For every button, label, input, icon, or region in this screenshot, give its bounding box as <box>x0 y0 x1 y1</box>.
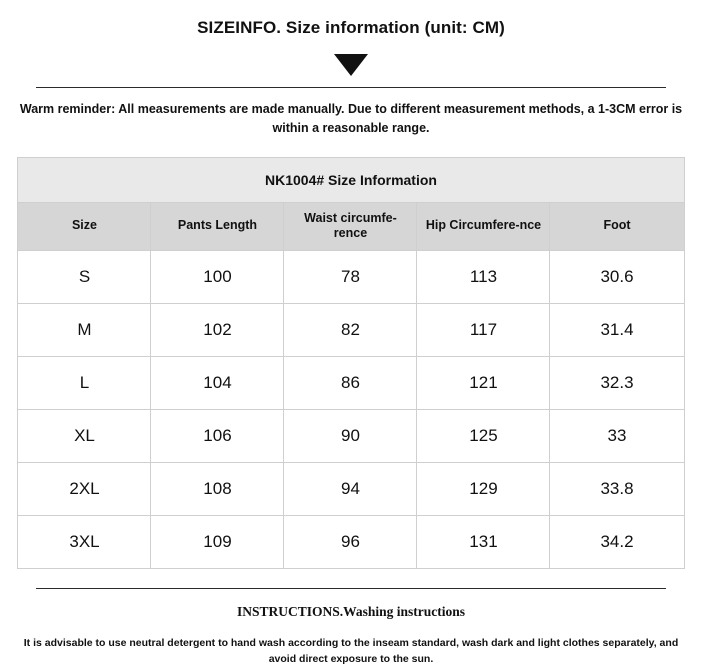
table-row <box>18 250 684 303</box>
cell-size: 2XL <box>18 462 151 515</box>
cell-hip: 129 <box>417 462 550 515</box>
cell-foot: 30.6 <box>550 250 684 303</box>
table-row <box>18 515 684 568</box>
cell-waist: 82 <box>284 303 417 356</box>
cell-pants-length: 102 <box>151 303 284 356</box>
cell-waist: 78 <box>284 250 417 303</box>
table-caption: NK1004# Size Information <box>18 157 684 202</box>
cell-hip: 117 <box>417 303 550 356</box>
page-title: SIZEINFO. Size information (unit: CM) <box>197 18 505 37</box>
size-table <box>17 157 684 569</box>
cell-pants-length: 104 <box>151 356 284 409</box>
column-header-pants-length: Pants Length <box>151 202 284 250</box>
column-header-size: Size <box>18 202 151 250</box>
cell-hip: 125 <box>417 409 550 462</box>
table-header-row <box>18 202 684 250</box>
cell-foot: 34.2 <box>550 515 684 568</box>
cell-foot: 33 <box>550 409 684 462</box>
cell-waist: 94 <box>284 462 417 515</box>
cell-pants-length: 100 <box>151 250 284 303</box>
table-row <box>18 303 684 356</box>
column-header-waist: Waist circumfe-rence <box>284 202 417 250</box>
table-row <box>18 356 684 409</box>
washing-note-text: It is advisable to use neutral detergent to hand wash according to the inseam standard, wash dark and light clothes separately, and avoid direct exposure to the sun. <box>23 636 679 665</box>
cell-waist: 96 <box>284 515 417 568</box>
warm-reminder-text: Warm reminder: All measurements are made manually. Due to different measurement methods, a 1-3CM error is within a reasonable range. <box>19 102 683 136</box>
cell-waist: 86 <box>284 356 417 409</box>
cell-size: S <box>18 250 151 303</box>
triangle-down-icon <box>334 54 368 76</box>
table-row <box>18 462 684 515</box>
cell-hip: 131 <box>417 515 550 568</box>
bottom-divider <box>36 588 666 589</box>
cell-hip: 113 <box>417 250 550 303</box>
column-header-hip: Hip Circumfere-nce <box>417 202 550 250</box>
cell-pants-length: 106 <box>151 409 284 462</box>
table-caption-row <box>18 157 684 202</box>
cell-foot: 31.4 <box>550 303 684 356</box>
cell-pants-length: 109 <box>151 515 284 568</box>
cell-size: L <box>18 356 151 409</box>
instructions-title: INSTRUCTIONS.Washing instructions <box>236 603 466 619</box>
cell-size: 3XL <box>18 515 151 568</box>
cell-foot: 33.8 <box>550 462 684 515</box>
arrow-container <box>0 54 702 76</box>
cell-foot: 32.3 <box>550 356 684 409</box>
cell-size: M <box>18 303 151 356</box>
cell-pants-length: 108 <box>151 462 284 515</box>
cell-size: XL <box>18 409 151 462</box>
column-header-foot: Foot <box>550 202 684 250</box>
table-row <box>18 409 684 462</box>
cell-waist: 90 <box>284 409 417 462</box>
top-divider <box>36 87 666 88</box>
cell-hip: 121 <box>417 356 550 409</box>
